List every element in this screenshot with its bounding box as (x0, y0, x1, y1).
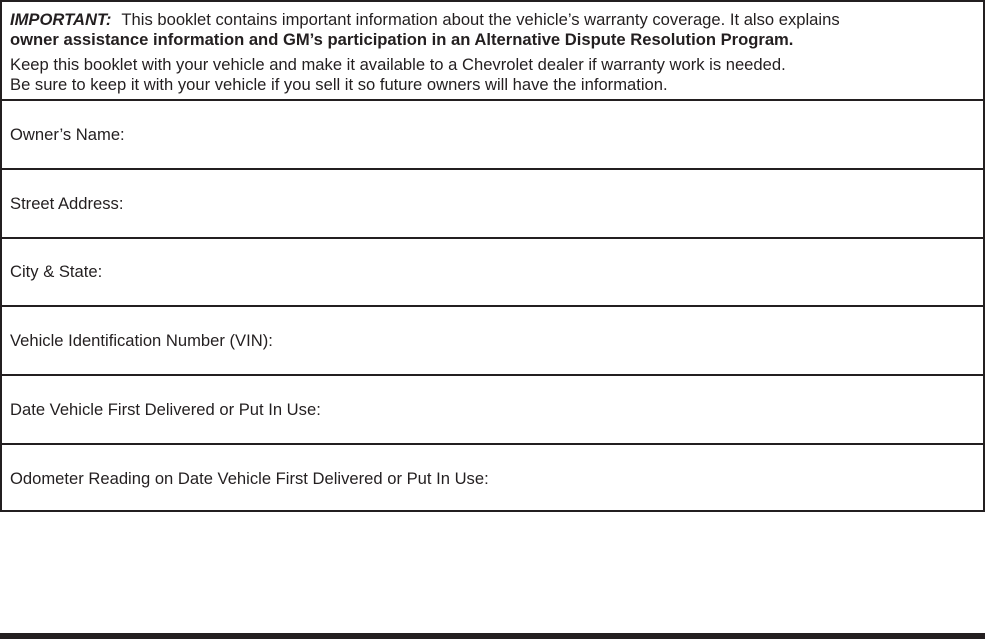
odometer-reading-field[interactable] (489, 444, 983, 513)
owner-name-label: Owner’s Name: (10, 124, 125, 144)
vin-row (2, 307, 983, 376)
delivery-date-label: Date Vehicle First Delivered or Put In Use: (10, 399, 321, 419)
notice-intro-line (10, 10, 983, 30)
delivery-date-row (2, 376, 983, 445)
notice-keep-instructions (10, 55, 983, 95)
owner-name-field[interactable] (125, 100, 983, 169)
city-state-field[interactable] (102, 238, 983, 306)
odometer-reading-label: Odometer Reading on Date Vehicle First Delivered or Put In Use: (10, 468, 489, 488)
street-address-row (2, 170, 983, 239)
delivery-date-field[interactable] (321, 375, 983, 444)
city-state-label: City & State: (10, 262, 103, 281)
street-address-label: Street Address: (10, 193, 124, 213)
important-label: IMPORTANT: (10, 10, 112, 29)
street-address-field[interactable] (123, 169, 983, 238)
notice-bold-text: owner assistance information and GM’s participation in an Alternative Dispute Resolution Program. (10, 30, 794, 49)
important-notice (2, 2, 983, 101)
notice-intro-text: This booklet contains important information about the vehicle’s warranty coverage. It also explains (121, 10, 840, 29)
page-bottom-rule (0, 633, 985, 639)
keep-line-1: Keep this booklet with your vehicle and make it available to a Chevrolet dealer if warranty work is needed. (10, 55, 786, 74)
odometer-reading-row (2, 445, 983, 512)
city-state-row (2, 239, 983, 307)
vin-field[interactable] (273, 306, 983, 375)
keep-line-2: Be sure to keep it with your vehicle if you sell it so future owners will have the information. (10, 75, 668, 94)
owner-name-row (2, 101, 983, 170)
vin-label: Vehicle Identification Number (VIN): (10, 330, 273, 350)
